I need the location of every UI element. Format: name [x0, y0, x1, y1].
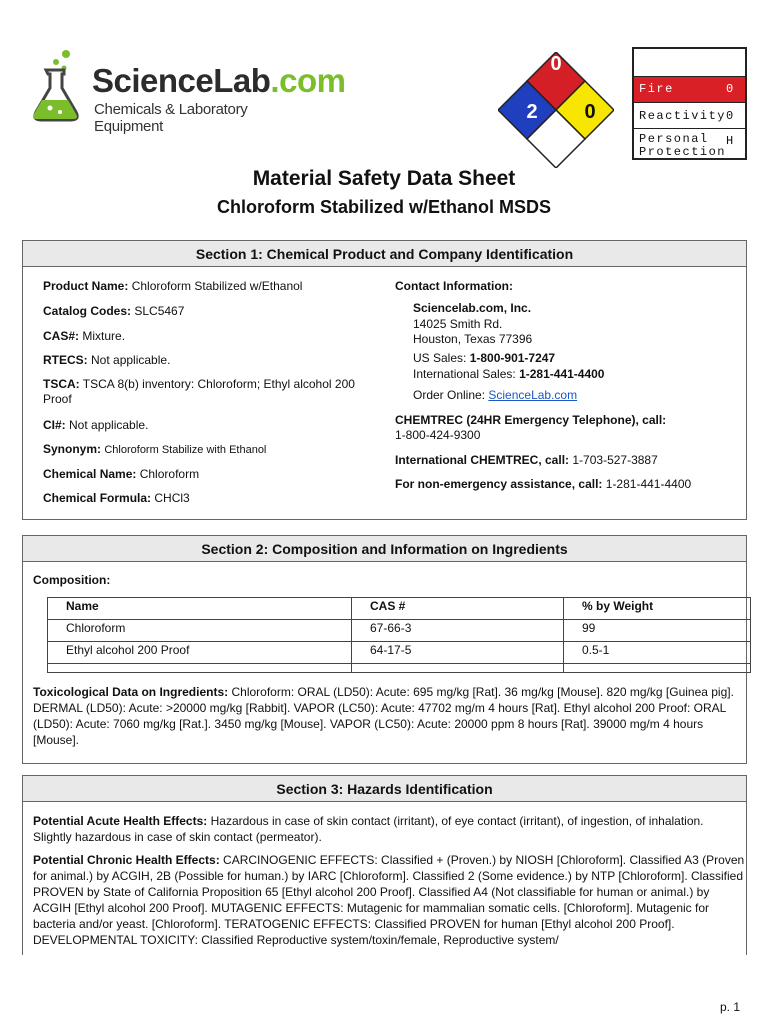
tsca: TSCA: TSCA 8(b) inventory: Chloroform; Ethyl alcohol 200 Proof [43, 377, 355, 406]
rtecs: RTECS: Not applicable. [43, 353, 171, 367]
toxicological-data: Toxicological Data on Ingredients: Chloroform: ORAL (LD50): Acute: 695 mg/kg [Rat]. 36 mg/kg [Mouse]. 820 mg/kg [Guinea pig]. DERMAL (LD50): Acute: >20000 mg/kg [Rabbit]. VAPOR (LC50): Acute: 47702 mg/m 4 hours [Rat]. Ethyl alcohol 200 Proof: ORAL (LD50): Acute: 7060 mg/kg [Rat.]. 3450 mg/kg [Mouse]. VAPOR (LC50): Acute: 20000 ppm 8 hours [Rat]. 39000 mg/m 4 hours [Mouse]. [33, 685, 734, 747]
table-cell: 64-17-5 [352, 642, 564, 664]
table-row [48, 642, 751, 664]
composition-label: Composition: [33, 573, 111, 587]
chemical-name: Chemical Name: Chloroform [43, 467, 200, 481]
synonym: Synonym: Chloroform Stabilize with Ethanol [43, 442, 267, 456]
logo-tagline: Chemicals & Laboratory Equipment [94, 101, 248, 135]
section-1-title: Section 1: Chemical Product and Company Identification [23, 241, 746, 267]
catalog-codes: Catalog Codes: SLC5467 [43, 304, 185, 318]
hmis-protection-row: Personal Protection H [639, 132, 734, 159]
chronic-health-effects: Potential Chronic Health Effects: CARCINOGENIC EFFECTS: Classified + (Proven.) by NIOSH [Chloroform]. Classified A3 (Proven for animal.) by ACGIH, 2B (Possible for human.) by IARC [Chloroform]. Classified 2 (Some evidence.) by NTP [Chloroform]. Classified PROVEN by State of California Proposition 65 [Ethyl alcohol 200 Proof]. Classified A4 (Not classifiable for human or animal.) by ACGIH [Ethyl alcohol 200 Proof]. MUTAGENIC EFFECTS: Mutagenic for mammalian somatic cells. [Chloroform]. Mutagenic for bacteria and/or yeast. [Chloroform]. TERATOGENIC EFFECTS: Classified PROVEN for human [Ethyl alcohol 200 Proof]. DEVELOPMENTAL TOXICITY: Classified Reproductive system/toxin/female, Reproductive system/ [33, 853, 745, 947]
logo-wordmark: ScienceLab.com [92, 62, 346, 99]
order-online: Order Online: ScienceLab.com [413, 388, 578, 402]
company-name: Sciencelab.com, Inc. [413, 301, 532, 315]
section-3-title: Section 3: Hazards Identification [23, 776, 746, 802]
non-emergency: For non-emergency assistance, call: 1-281-441-4400 [395, 477, 692, 491]
address-line-1: 14025 Smith Rd. [413, 317, 503, 331]
nfpa-reactivity-value: 0 [584, 101, 596, 123]
sciencelab-link[interactable]: ScienceLab.com [488, 388, 578, 402]
hmis-reactivity-row: Reactivity 0 [634, 103, 745, 129]
cas-number: CAS#: Mixture. [43, 329, 126, 343]
table-header: Name [48, 598, 352, 620]
ingredients-table [47, 597, 751, 673]
ci-number: CI#: Not applicable. [43, 418, 149, 432]
section-1 [22, 240, 747, 520]
section-2-title: Section 2: Composition and Information on Ingredients [23, 536, 746, 562]
document-title: Material Safety Data Sheet [252, 167, 516, 190]
flask-icon [20, 48, 90, 126]
nfpa-flammability-value: 0 [550, 53, 562, 75]
table-header: % by Weight [564, 598, 751, 620]
table-header: CAS # [352, 598, 564, 620]
intl-sales: International Sales: 1-281-441-4400 [413, 367, 605, 381]
chemtrec: CHEMTREC (24HR Emergency Telephone), call: 1-800-424-9300 [395, 413, 667, 442]
nfpa-diamond [498, 52, 614, 168]
table-row [48, 620, 751, 642]
hmis-health-row [634, 49, 745, 77]
table-cell: 67-66-3 [352, 620, 564, 642]
sciencelab-logo [20, 48, 346, 135]
document-subtitle: Chloroform Stabilized w/Ethanol MSDS [216, 197, 551, 217]
page-number: p. 1 [719, 1000, 740, 1014]
address-line-2: Houston, Texas 77396 [413, 332, 533, 346]
nfpa-health-value: 2 [526, 101, 538, 123]
section-2 [22, 535, 747, 764]
table-cell: 99 [564, 620, 751, 642]
us-sales: US Sales: 1-800-901-7247 [413, 351, 556, 365]
product-name: Product Name: Chloroform Stabilized w/Ethanol [43, 279, 303, 293]
contact-heading: Contact Information: [395, 279, 513, 293]
table-header-row [48, 598, 751, 620]
table-cell: 0.5-1 [564, 642, 751, 664]
table-cell: Chloroform [48, 620, 352, 642]
acute-health-effects: Potential Acute Health Effects: Hazardous in case of skin contact (irritant), of eye contact (irritant), of ingestion, of inhalation. Slightly hazardous in case of skin contact (permeator). [33, 814, 704, 844]
chemical-formula: Chemical Formula: CHCl3 [43, 491, 190, 505]
table-row [48, 664, 751, 673]
hmis-label [632, 47, 747, 160]
table-cell: Ethyl alcohol 200 Proof [48, 642, 352, 664]
intl-chemtrec: International CHEMTREC, call: 1-703-527-3887 [395, 453, 658, 467]
section-3 [22, 775, 747, 955]
hmis-fire-row: Fire 0 [634, 77, 745, 103]
